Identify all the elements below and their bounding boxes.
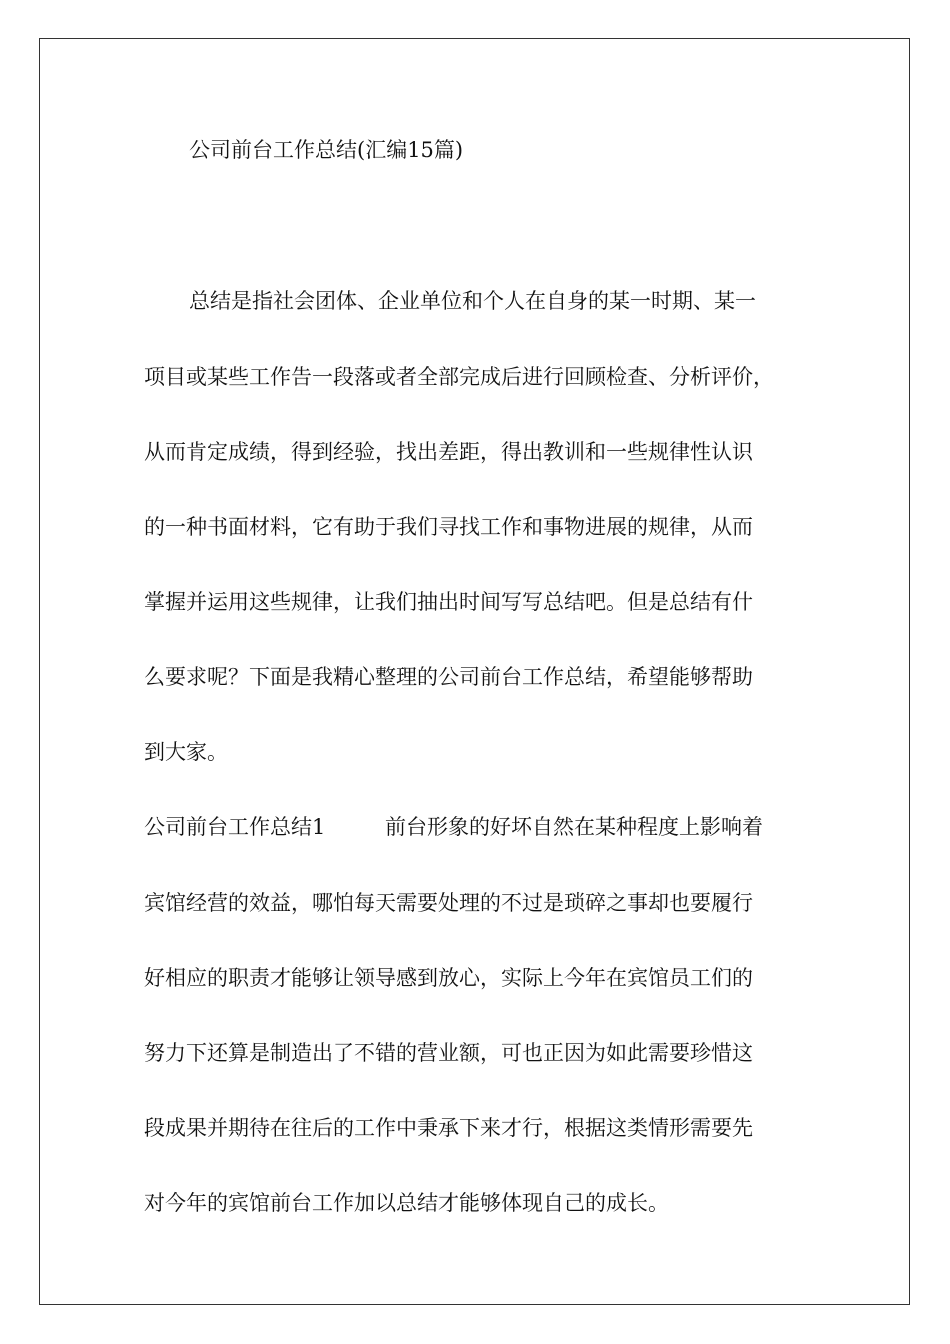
intro-line: 的一种书面材料，它有助于我们寻找工作和事物进展的规律，从而 bbox=[144, 515, 753, 539]
intro-line: 从而肯定成绩，得到经验，找出差距，得出教训和一些规律性认识 bbox=[144, 440, 753, 464]
section-line: 宾馆经营的效益，哪怕每天需要处理的不过是琐碎之事却也要履行 bbox=[144, 891, 753, 915]
intro-line: 项目或某些工作告一段落或者全部完成后进行回顾检查、分析评价， bbox=[144, 365, 774, 389]
document-title: 公司前台工作总结(汇编15篇) bbox=[189, 138, 464, 162]
section-line: 段成果并期待在往后的工作中秉承下来才行，根据这类情形需要先 bbox=[144, 1116, 753, 1140]
section-line: 前台形象的好坏自然在某种程度上影响着 bbox=[385, 815, 763, 839]
intro-line: 到大家。 bbox=[144, 740, 228, 764]
intro-line: 总结是指社会团体、企业单位和个人在自身的某一时期、某一 bbox=[189, 289, 756, 313]
intro-line: 掌握并运用这些规律，让我们抽出时间写写总结吧。但是总结有什 bbox=[144, 590, 753, 614]
section-heading: 公司前台工作总结1 bbox=[144, 815, 326, 839]
section-line: 努力下还算是制造出了不错的营业额，可也正因为如此需要珍惜这 bbox=[144, 1041, 753, 1065]
section-line: 好相应的职责才能够让领导感到放心，实际上今年在宾馆员工们的 bbox=[144, 966, 753, 990]
intro-line: 么要求呢？下面是我精心整理的公司前台工作总结，希望能够帮助 bbox=[144, 665, 753, 689]
section-line: 对今年的宾馆前台工作加以总结才能够体现自己的成长。 bbox=[144, 1191, 669, 1215]
